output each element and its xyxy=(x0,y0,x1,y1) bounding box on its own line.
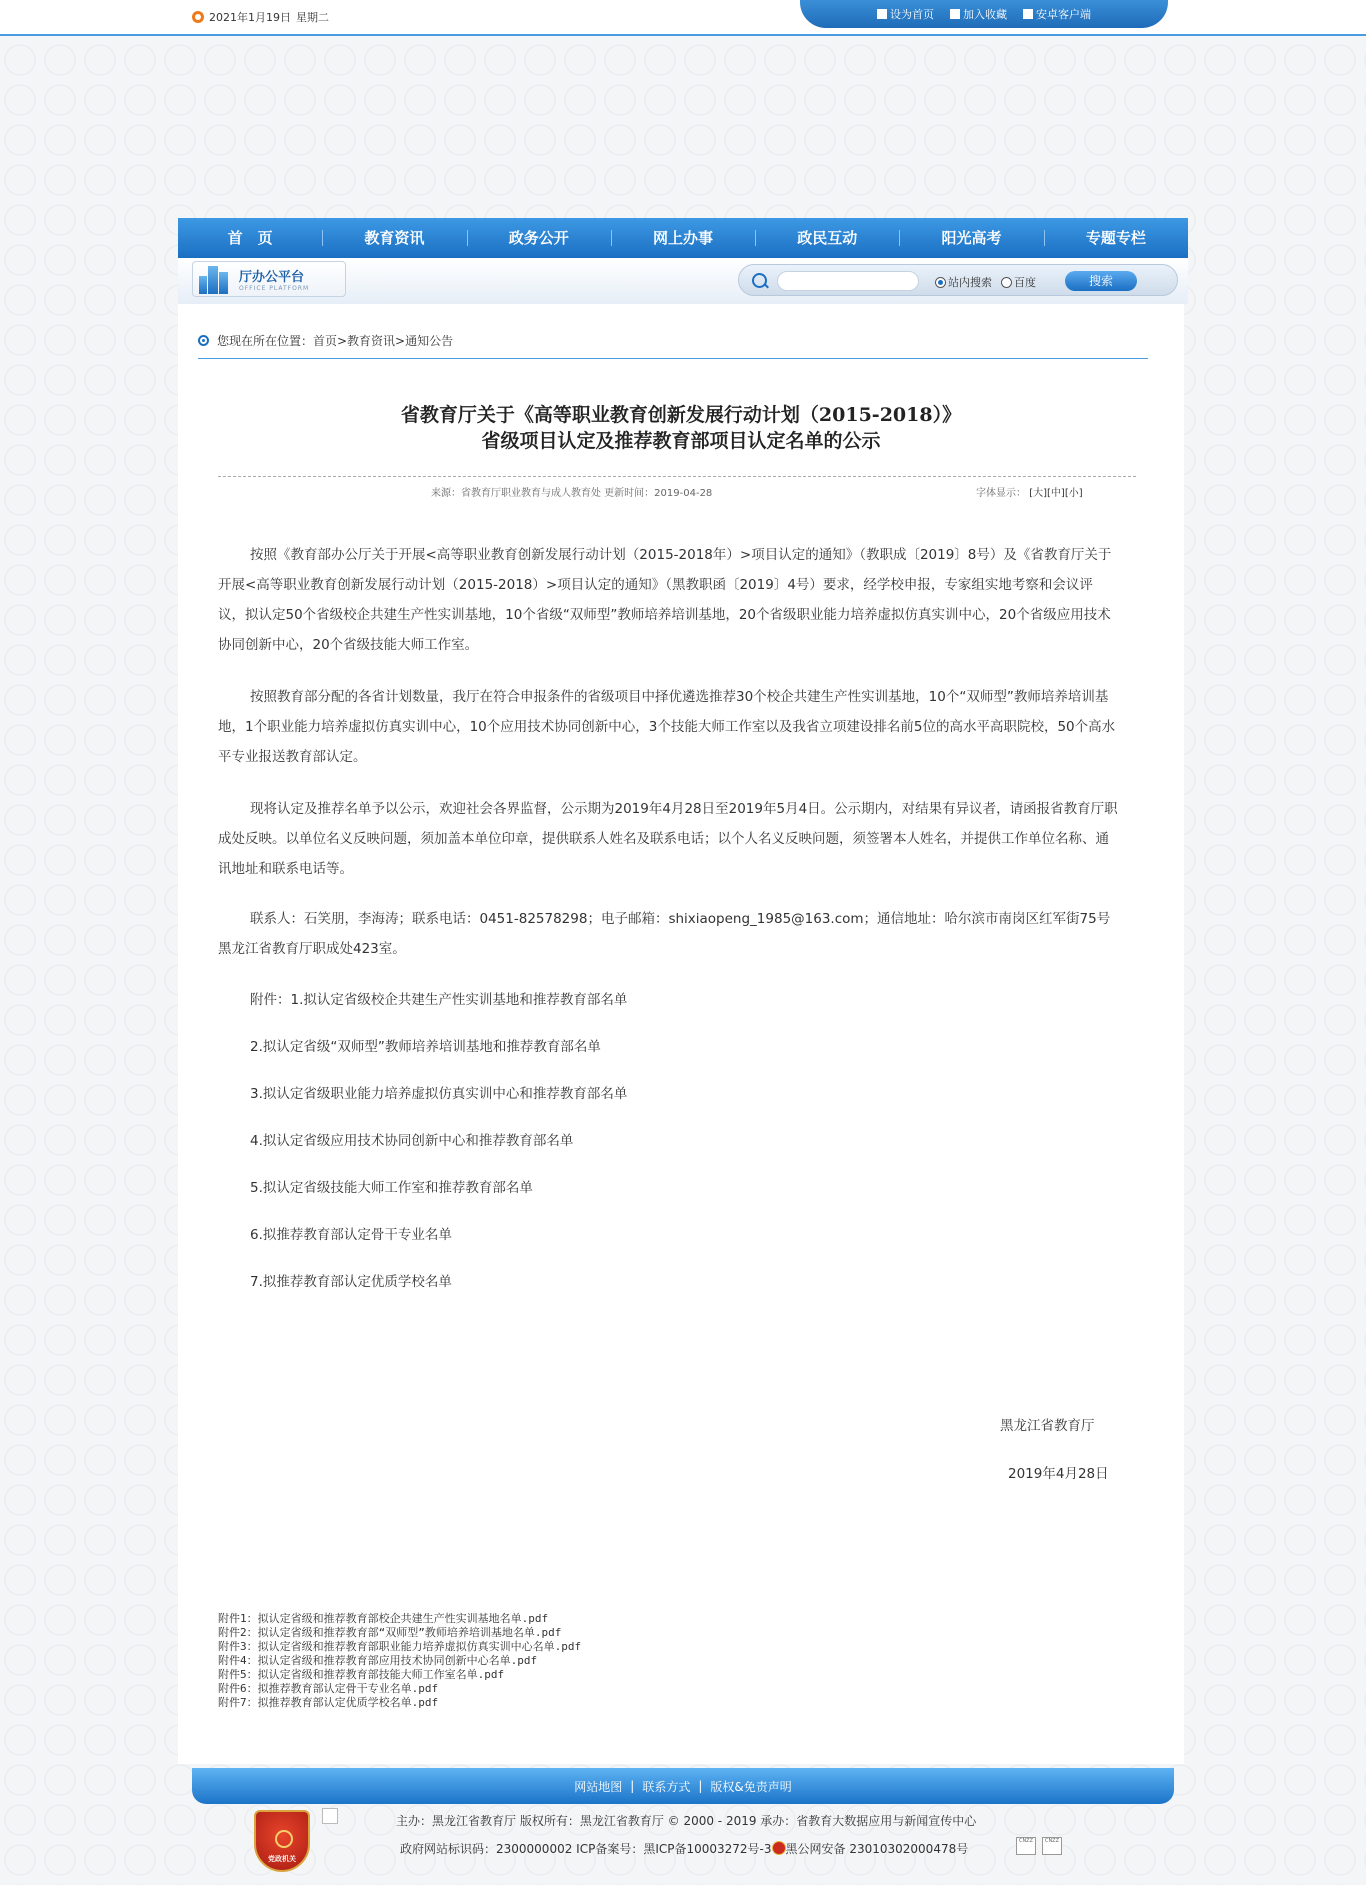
attachment-file-link[interactable]: 附件1：拟认定省级和推荐教育部校企共建生产性实训基地名单.pdf xyxy=(218,1612,549,1625)
paragraph-3: 现将认定及推荐名单予以公示，欢迎社会各界监督，公示期为2019年4月28日至2019年5月4日。公示期内，对结果有异议者，请函报省教育厅职成处反映。以单位名义反映问题，须加盖本单位印章，提供联系人姓名及联系电话；以个人名义反映问题，须签署本人姓名，并提供工作单位名称、通讯地址和联系电话等。 xyxy=(218,801,1118,877)
sitemap-link[interactable]: 网站地图 xyxy=(574,1779,623,1794)
building-icon xyxy=(199,264,231,294)
attachment-list-item: 6.拟推荐教育部认定骨干专业名单 xyxy=(250,1227,452,1243)
radio-site-search[interactable]: 站内搜索 xyxy=(935,274,992,290)
attachment-file-link[interactable]: 附件2：拟认定省级和推荐教育部“双师型”教师培养培训基地名单.pdf xyxy=(218,1626,562,1639)
attachment-list-item: 3.拟认定省级职业能力培养虚拟仿真实训中心和推荐教育部名单 xyxy=(250,1086,628,1102)
clock-icon xyxy=(192,11,204,23)
checkbox-icon xyxy=(1023,9,1033,19)
police-badge-icon xyxy=(772,1841,786,1855)
meta-divider xyxy=(218,476,1136,477)
font-size-label: 字体显示： xyxy=(976,488,1026,499)
nav-gaokao[interactable]: 阳光高考 xyxy=(899,218,1043,258)
set-homepage-link[interactable]: 设为首页 xyxy=(877,6,934,22)
nav-online-services[interactable]: 网上办事 xyxy=(611,218,755,258)
platform-subtitle: OFFICE PLATFORM xyxy=(239,285,310,292)
article-panel xyxy=(178,304,1184,1764)
add-favorite-link[interactable]: 加入收藏 xyxy=(950,6,1007,22)
footer-sponsor-info: 主办：黑龙江省教育厅 版权所有：黑龙江省教育厅 © 2000 - 2019 承办：省教育大数据应用与新闻宣传中心 xyxy=(396,1814,977,1828)
broken-image-icon xyxy=(322,1808,338,1824)
font-size-small[interactable]: [小] xyxy=(1064,488,1083,499)
party-government-emblem-icon[interactable] xyxy=(254,1810,310,1872)
sign-date: 2019年4月28日 xyxy=(1008,1466,1109,1482)
attachment-file-link[interactable]: 附件7：拟推荐教育部认定优质学校名单.pdf xyxy=(218,1696,439,1709)
main-nav xyxy=(178,218,1188,258)
footer-registration-info: 政府网站标识码：2300000002 ICP备案号：黑ICP备10003272号-3 黑公网安备 23010302000478号 xyxy=(400,1842,969,1856)
radio-unselected-icon xyxy=(1001,277,1012,288)
article-title-line2: 省级项目认定及推荐教育部项目认定名单的公示 xyxy=(481,430,881,452)
top-links xyxy=(800,0,1168,28)
breadcrumb-divider xyxy=(198,358,1148,359)
platform-title: 厅办公平台 xyxy=(239,270,305,285)
paragraph-2: 按照教育部分配的各省计划数量，我厅在符合申报条件的省级项目中择优遴选推荐30个校企共建生产性实训基地，10个“双师型”教师培养培训基地，1个职业能力培养虚拟仿真实训中心，10个应用技术协同创新中心，3个技能大师工作室以及我省立项建设排名前5位的高水平高职院校，50个高水平专业报送教育部认定。 xyxy=(218,689,1116,765)
date-text: 2021年1月19日 xyxy=(209,11,291,24)
location-icon xyxy=(198,335,209,346)
copyright-link[interactable]: 版权&免责声明 xyxy=(710,1779,792,1794)
search-bar-row xyxy=(178,258,1188,304)
paragraph-4: 联系人：石笑朋，李海涛；联系电话：0451-82578298；电子邮箱：shixiaopeng_1985@163.com；通信地址：哈尔滨市南岗区红军街75号黑龙江省教育厅职成处423室。 xyxy=(218,911,1111,957)
font-size-switcher xyxy=(976,484,1083,499)
nav-education-news[interactable]: 教育资讯 xyxy=(322,218,466,258)
checkbox-icon xyxy=(877,9,887,19)
attachment-file-link[interactable]: 附件3：拟认定省级和推荐教育部职业能力培养虚拟仿真实训中心名单.pdf xyxy=(218,1640,582,1653)
contact-link[interactable]: 联系方式 xyxy=(642,1779,691,1794)
font-size-large[interactable]: [大] xyxy=(1029,488,1047,499)
search-icon xyxy=(752,273,767,288)
nav-home[interactable]: 首 页 xyxy=(227,229,273,247)
weekday-text: 星期二 xyxy=(296,11,329,24)
top-bar xyxy=(0,0,1366,36)
attachment-file-link[interactable]: 附件5：拟认定省级和推荐教育部技能大师工作室名单.pdf xyxy=(218,1668,505,1681)
radio-baidu-search[interactable]: 百度 xyxy=(1001,274,1036,290)
footer-links: 网站地图 | 联系方式 | 版权&免责声明 xyxy=(192,1768,1174,1804)
attachment-files xyxy=(218,1612,581,1710)
cnzz-stats-icon[interactable]: CNZZ xyxy=(1042,1837,1062,1855)
search-button[interactable]: 搜索 xyxy=(1065,271,1137,291)
nav-special-topics[interactable]: 专题专栏 xyxy=(1044,218,1188,258)
attachment-list-item: 附件：1.拟认定省级校企共建生产性实训基地和推荐教育部名单 xyxy=(250,992,628,1008)
cnzz-stats-icon[interactable]: CNZZ xyxy=(1016,1837,1036,1855)
radio-selected-icon xyxy=(935,277,946,288)
nav-public-interaction[interactable]: 政民互动 xyxy=(755,218,899,258)
nav-government-affairs[interactable]: 政务公开 xyxy=(467,218,611,258)
attachment-list-item: 4.拟认定省级应用技术协同创新中心和推荐教育部名单 xyxy=(250,1133,574,1149)
attachment-list-item: 5.拟认定省级技能大师工作室和推荐教育部名单 xyxy=(250,1180,533,1196)
emblem-label: 党政机关 xyxy=(268,1855,296,1863)
article-meta: 来源：省教育厅职业教育与成人教育处 更新时间：2019-04-28 xyxy=(431,488,713,499)
office-platform-button[interactable] xyxy=(192,261,346,297)
signature: 黑龙江省教育厅 xyxy=(1000,1418,1095,1434)
attachment-file-link[interactable]: 附件6：拟推荐教育部认定骨干专业名单.pdf xyxy=(218,1682,439,1695)
checkbox-icon xyxy=(950,9,960,19)
search-box xyxy=(738,264,1178,296)
paragraph-1: 按照《教育部办公厅关于开展<高等职业教育创新发展行动计划（2015-2018年）>项目认定的通知》（教职成〔2019〕8号）及《省教育厅关于开展<高等职业教育创新发展行动计划（2015-2018）>项目认定的通知》（黑教职函〔2019〕4号）要求，经学校申报，专家组实地考察和会议评议，拟认定50个省级校企共建生产性实训基地，10个省级“双师型”教师培养培训基地，20个省级职业能力培养虚拟仿真实训中心，20个省级应用技术协同创新中心，20个省级技能大师工作室。 xyxy=(218,547,1112,653)
breadcrumb xyxy=(198,332,453,349)
search-input[interactable] xyxy=(777,271,919,291)
attachment-list-item: 2.拟认定省级“双师型”教师培养培训基地和推荐教育部名单 xyxy=(250,1039,601,1055)
attachment-list-item: 7.拟推荐教育部认定优质学校名单 xyxy=(250,1274,452,1290)
font-size-medium[interactable]: [中] xyxy=(1047,488,1065,499)
attachment-file-link[interactable]: 附件4：拟认定省级和推荐教育部应用技术协同创新中心名单.pdf xyxy=(218,1654,538,1667)
android-client-link[interactable]: 安卓客户端 xyxy=(1023,6,1091,22)
article-title-line1: 省教育厅关于《高等职业教育创新发展行动计划（2015-2018）》 xyxy=(400,404,962,426)
date-display xyxy=(192,9,329,25)
breadcrumb-text: 您现在所在位置：首页>教育资讯>通知公告 xyxy=(217,334,454,348)
